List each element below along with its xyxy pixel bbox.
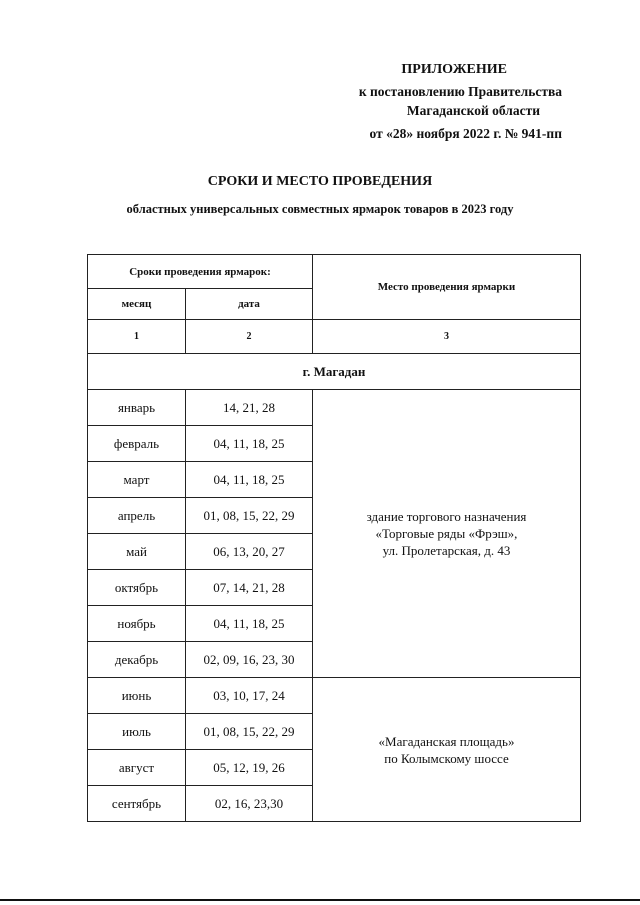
- month-cell: март: [88, 462, 186, 498]
- date-cell: 14, 21, 28: [186, 390, 313, 426]
- column-number: 3: [313, 320, 581, 354]
- place-column-header: Место проведения ярмарки: [313, 255, 581, 320]
- resolution-reference: к постановлению Правительства: [358, 84, 562, 99]
- resolution-date-number: от «28» ноября 2022 г. № 941-пп: [369, 126, 562, 141]
- month-cell: май: [88, 534, 186, 570]
- city-row: [88, 354, 581, 390]
- month-cell: июнь: [88, 678, 186, 714]
- date-cell: 02, 16, 23,30: [186, 786, 313, 822]
- table-row: [88, 678, 581, 714]
- month-cell: январь: [88, 390, 186, 426]
- date-cell: 03, 10, 17, 24: [186, 678, 313, 714]
- month-cell: апрель: [88, 498, 186, 534]
- month-cell: ноябрь: [88, 606, 186, 642]
- place-cell: [313, 390, 581, 678]
- date-cell: 04, 11, 18, 25: [186, 462, 313, 498]
- fair-schedule-table: [87, 254, 581, 822]
- document-subtitle: областных универсальных совместных ярмарок товаров в 2023 году: [126, 202, 514, 216]
- date-cell: 02, 09, 16, 23, 30: [186, 642, 313, 678]
- month-cell: февраль: [88, 426, 186, 462]
- date-cell: 05, 12, 19, 26: [186, 750, 313, 786]
- date-cell: 06, 13, 20, 27: [186, 534, 313, 570]
- month-cell: июль: [88, 714, 186, 750]
- place-cell: [313, 678, 581, 822]
- appendix-title: ПРИЛОЖЕНИЕ: [401, 62, 507, 77]
- column-number: 2: [186, 320, 313, 354]
- date-cell: 04, 11, 18, 25: [186, 426, 313, 462]
- date-cell: 01, 08, 15, 22, 29: [186, 714, 313, 750]
- date-cell: 04, 11, 18, 25: [186, 606, 313, 642]
- month-cell: октябрь: [88, 570, 186, 606]
- date-cell: 01, 08, 15, 22, 29: [186, 498, 313, 534]
- date-cell: 07, 14, 21, 28: [186, 570, 313, 606]
- place-line: ул. Пролетарская, д. 43: [382, 543, 511, 558]
- place-line: «Магаданская площадь»: [378, 733, 515, 749]
- month-cell: декабрь: [88, 642, 186, 678]
- table-header-row: [88, 255, 581, 289]
- column-number: 1: [88, 320, 186, 354]
- document-title: СРОКИ И МЕСТО ПРОВЕДЕНИЯ: [207, 174, 433, 189]
- place-line: по Колымскому шоссе: [384, 750, 509, 766]
- place-line: «Торговые ряды «Фрэш»,: [375, 526, 518, 541]
- place-line: здание торгового назначения: [366, 509, 527, 524]
- month-column-header: месяц: [88, 289, 186, 320]
- table-row: [88, 390, 581, 426]
- city-name: г. Магадан: [88, 354, 581, 390]
- page-bottom-rule: [0, 899, 640, 901]
- month-cell: сентябрь: [88, 786, 186, 822]
- region-name: Магаданской области: [406, 103, 540, 118]
- schedule-group-header: Сроки проведения ярмарок:: [88, 255, 313, 289]
- month-cell: август: [88, 750, 186, 786]
- column-number-row: [88, 320, 581, 354]
- date-column-header: дата: [186, 289, 313, 320]
